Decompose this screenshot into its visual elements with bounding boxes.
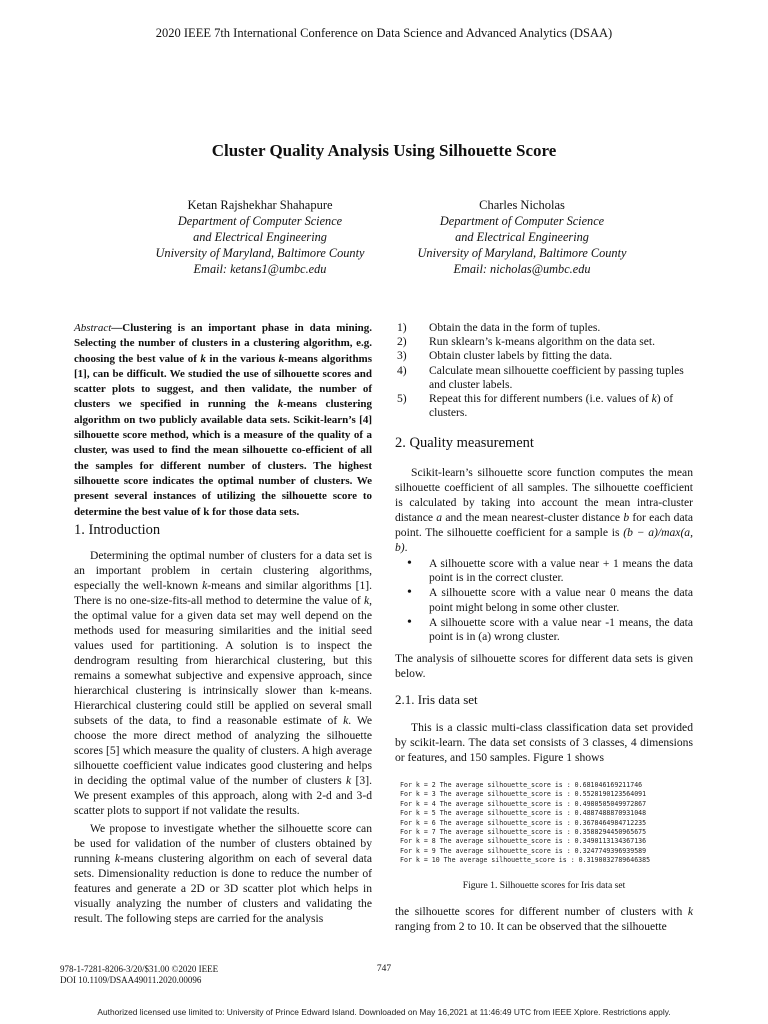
code-line: For k = 5 The average silhouette_score is : 0.4887488870931048	[400, 809, 647, 818]
intro-paragraph-2: We propose to investigate whether the silhouette score can be used for validation of the number of clusters obtained by running k-means clustering algorithm on each of several data sets. Dimensionality reduction is done to reduce the number of features and generate a 2D or 3D scatter plot which helps in visually analyzing the number of clusters and validating the result. The following steps are carried for the analysis	[74, 822, 372, 925]
code-line: For k = 9 The average silhouette_score is : 0.3247749396939589	[400, 846, 647, 855]
figure-caption: Figure 1. Silhouette scores for Iris data set	[462, 880, 626, 891]
author-email: Email: ketans1@umbc.edu	[193, 262, 327, 276]
list-item: 2) Run sklearn’s k-means algorithm on the data set.	[397, 335, 656, 349]
paper-title: Cluster Quality Analysis Using Silhouette Score	[211, 141, 557, 160]
code-line: For k = 6 The average silhouette_score is : 0.3678464984712235	[400, 818, 647, 827]
quality-paragraph: Scikit-learn’s silhouette score function computes the mean silhouette coefficient of all samples. The silhouette coefficient is calculated by taking into account the mean intra-cluster distance a and the mean nearest-cluster distance b for each data point. The silhouette coefficient for a sample is (b − a)/max(a, b).	[395, 466, 694, 554]
intro-paragraph-1: Determining the optimal number of clusters for a data set is an important problem in certain clustering algorithms, especially the well-known k-means and similar algorithms [1]. There is no one-size-fits-all method to determine the value of k, the optimal value for a given data set may well depend on the methods used for measuring similarities and the initial seed values used for partitioning. A solution is to inspect the dendrogram resulting from hierarchical clustering, but this remains a somewhat subjective and expensive approach, since hierarchical clustering is intrinsically slower than k-means. Hierarchical clustering could still be applied on several small subsets of the data, to find a reasonable estimate of k. We choose the more direct method of analyzing the silhouette scores [5] which measure the quality of clusters. A high average silhouette coefficient value indicates good clustering and helps in deciding the optimal value of the number of clusters k [3]. We present examples of this approach, along with 2-d and 3-d scatter plots to support if not validate the results.	[74, 549, 372, 817]
author-email: Email: nicholas@umbc.edu	[453, 262, 591, 276]
iris-paragraph-1: This is a classic multi-class classification data set provided by scikit-learn. The data set consists of 3 classes, 4 dimensions or features, and 150 samples. Figure 1 shows	[395, 721, 693, 764]
list-item: • A silhouette score with a value near -1 means, the data point is in (a) wrong cluster.	[395, 616, 693, 644]
bullet-icon: •	[407, 556, 412, 571]
author-department: Department of Computer Science	[177, 214, 343, 228]
silhouette-formula: (b − a)/max(a, b)	[395, 526, 694, 554]
abstract-label: Abstract	[74, 322, 112, 334]
author-university: University of Maryland, Baltimore County	[155, 246, 365, 260]
iris-paragraph-2: the silhouette scores for different number of clusters with k ranging from 2 to 10. It can be observed that the silhouette	[395, 905, 693, 933]
bullet-icon: •	[407, 614, 412, 630]
bullet-icon: •	[407, 585, 412, 601]
code-line: For k = 10 The average silhouette_score is : 0.3190032789646385	[400, 856, 651, 865]
conference-header: 2020 IEEE 7th International Conference on Data Science and Advanced Analytics (DSAA)	[155, 26, 613, 40]
code-line: For k = 8 The average silhouette_score is : 0.3490113134367136	[400, 837, 647, 846]
section-heading-quality-measurement: 2. Quality measurement	[395, 435, 534, 451]
list-item: • A silhouette score with a value near + 1 means the data point is in the correct cluster.	[395, 557, 693, 585]
abstract: Abstract—Clustering is an important phase in data mining. Selecting the number of clusters in a clustering algorithm, e.g. choosing the best value of k in the various k-means algorithms [1], can be difficult. We studied the use of silhouette scores and scatter plots to suggest, and then validate, the number of clusters we specified in running the k-means clustering algorithm on two publicly available data sets. Scikit-learn’s [4] silhouette score method, which is a measure of the quality of a cluster, was used to find the mean silhouette co-efficient of all the samples for different number of clusters. The highest silhouette score indicates the optimal number of clusters. We present several instances of utilizing the silhouette score to determine the best value of k for those data sets.	[74, 322, 373, 518]
author-department: Department of Computer Science	[439, 214, 605, 228]
section-heading-introduction: 1. Introduction	[74, 522, 161, 538]
list-item: 3) Obtain cluster labels by fitting the data.	[397, 349, 613, 363]
analysis-steps-list	[395, 321, 693, 420]
code-line: For k = 4 The average silhouette_score is : 0.4980505049972867	[400, 799, 647, 808]
footer-isbn: 978-1-7281-8206-3/20/$31.00 ©2020 IEEE	[60, 964, 219, 974]
list-item: 5) Repeat this for different numbers (i.e. values of k) of clusters.	[397, 392, 674, 420]
list-item: • A silhouette score with a value near 0 means the data point might belong in some other cluster.	[395, 586, 693, 614]
list-item: 4) Calculate mean silhouette coefficient by passing tuples and cluster labels.	[397, 363, 684, 391]
code-line: For k = 3 The average silhouette_score is : 0.5528190123564091	[400, 790, 647, 799]
license-notice: Authorized licensed use limited to: University of Prince Edward Island. Downloaded on May 16,2021 at 11:46:49 UTC from IEEE Xplore. Restrictions apply.	[97, 1007, 671, 1017]
author-name: Charles Nicholas	[479, 198, 565, 212]
subsection-heading-iris: 2.1. Iris data set	[395, 692, 478, 707]
author-department-2: and Electrical Engineering	[455, 230, 589, 244]
author-department-2: and Electrical Engineering	[193, 230, 327, 244]
silhouette-scores-output	[400, 781, 700, 866]
author-name: Ketan Rajshekhar Shahapure	[187, 198, 333, 212]
list-item: 1) Obtain the data in the form of tuples.	[397, 321, 601, 334]
code-line: For k = 7 The average silhouette_score is : 0.3588294450965675	[400, 828, 647, 837]
page-number: 747	[376, 964, 392, 974]
footer-doi: DOI 10.1109/DSAA49011.2020.00096	[60, 975, 202, 985]
author-university: University of Maryland, Baltimore County	[417, 246, 627, 260]
silhouette-bullets	[395, 557, 693, 645]
author-block-1	[120, 197, 400, 277]
analysis-paragraph: The analysis of silhouette scores for different data sets is given below.	[395, 652, 693, 680]
author-block-2	[382, 197, 662, 277]
code-line: For k = 2 The average silhouette_score is : 0.681046169211746	[400, 781, 643, 789]
